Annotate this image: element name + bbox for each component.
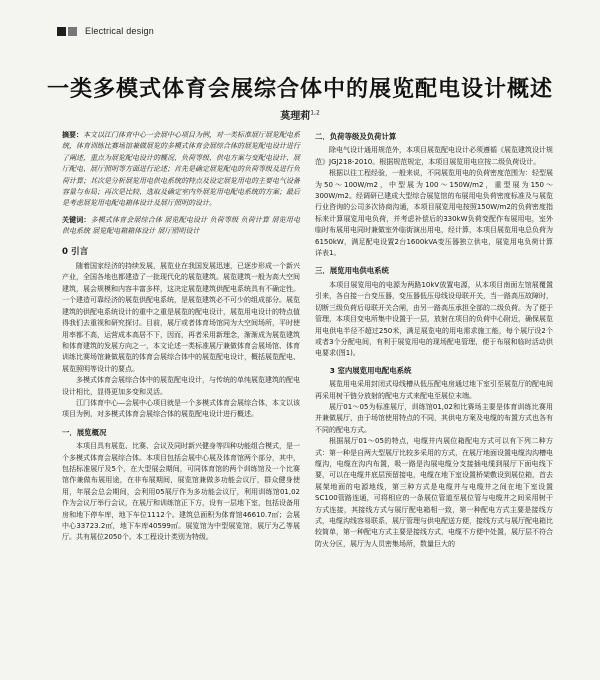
section-heading-load: 二．负荷等级及负荷计算 <box>315 132 397 141</box>
paragraph: 多模式体育会展综合体中的展览配电设计，与传统的单纯展览建筑的配电设计相比，显得更加多变和灵活。 <box>62 376 300 396</box>
paragraph: 根据以往工程经验，一般来说，不同展览用电的负荷密度范围为：轻型展为50～100W/m2，中型展为100～150W/m2，重型展为150～300W/m2。经调研已建成大型综合展览馆的布展用电负荷密度标准及与展览行业咨询的公司多次协商沟通，本项目展览用电按照150W/m2的负荷密度指标来计算展览用电负荷，并考虑补偿后的330kW负荷变配作布展用电，室外临时布展用电同时兼做室外临街演出用电，经计算，本项目展览用电总负荷为6150kW，满足配电设置2台1600kVA变压器独立供电，展览用电负荷计算详表1。 <box>315 169 553 258</box>
section-heading-overview: 一．展览概况 <box>62 427 107 437</box>
left-column <box>62 130 300 544</box>
section-heading-supply: 三．展览用电供电系统 <box>315 266 389 276</box>
paragraph: 本项目展览用电的电源为两路10kV放置电源，从本项目南面左馆展覆置引来，各自接一台变压器，变压器低压母线设母联开关，当一路高压故障时，切断三级负荷后母联开关合闸，由另一路高压承担全部的二级负荷。为了便于管理，本项目变电所集中设置于一层，放射在项目的负荷中心附近，确保展览用电供电半径不超过250米，满足展览电的用电需求施工能，每个展厅设2个或者3个分配电间，有利于展览用电的现场配电管理，便于布展和临时活动供电要求(图1)。 <box>315 280 553 358</box>
header-square-light-icon <box>68 27 77 36</box>
paragraph: 展厅01～05为标准展厅，训练馆01,02和比赛场主要是体育训练比赛用并兼做展厅，由于场馆使用特点的不同，其供电方案及电缆的布置方式也各有不同的配电方式。 <box>315 402 553 434</box>
header-square-icon <box>57 27 66 36</box>
paragraph: 江门体育中心—会展中心项目就是一个多模式体育会展综合体，本文以该项目为例，对多模式体育会展综合体的展览配电设计进行概述。 <box>62 398 300 419</box>
subsection-heading-indoor: 3 室内展览用电配电系统 <box>329 365 412 375</box>
paragraph: 随着国家经济的持续发展，展览业在我国发展迅速，已逐步形成一个新兴产业，全国各地也都建造了一批现代化的展览建筑。展览建筑一般为高大空间建筑，展会规模和内容丰富多样，这决定展览建筑供配电系统具有不确定性。一个建造可靠经济的展览供配电系统，是展览建筑必不可少的组成部分。展览建筑的供配电系统设计的重中之重是展览的配电设计，展览用电设计的特点值得我们去重视和研究探讨。目前，展厅或者体育场馆同为大空间场所，平时使用率都不高，运营成本高居不下，因而，再者采用新理念，渐渐成为展览建筑和体育建筑的发展方向之一，本文论述一类标准展厅兼做体育会展场馆、体育训练比赛场馆兼做展览的体育会展综合体中的展览配电设计，概括展览配电、展览照明等设计的要点。 <box>62 262 300 373</box>
section-heading-intro: 0 引言 <box>62 246 89 257</box>
page-header <box>57 25 154 37</box>
paragraph: 除电气设计通用规范外，本项目展览配电设计必须遵循《展览建筑设计规范》JGJ218-2010。根据规范规定，本项目展览用电应按二级负荷设计。 <box>315 146 553 166</box>
abstract-label: 摘要： <box>62 131 83 139</box>
abstract <box>62 130 300 210</box>
author-name: 莫理莉 <box>280 111 311 122</box>
keywords-text: 多模式体育会展综合体 展览配电设计 负荷等级 负荷计算 展览用电供电系统 展览配电箱箱体设计 展厅照明设计 <box>62 215 301 236</box>
right-column <box>315 131 553 550</box>
paragraph: 展览用电采用封闭式母线槽从低压配电房通过地下室引至展览厅的配电间再采用树干链分放射的配电方式来配电至展位末端。 <box>315 380 553 400</box>
header-label: Electrical design <box>85 26 154 36</box>
keywords <box>62 215 300 238</box>
paragraph: 本项目具有展览、比赛、会议及同时新兴健身等四种功能组合模式，是一个多模式体育会展综合体。本项目包括会展中心展及体育馆两个部分，其中，包括标准展厅及5个，在大型展会期间，可同体育馆的两个训练馆及一个比赛馆作兼做布展用途，在非布展期间，展览馆兼做多功能会议厅，群众健身使用，年展会总会期间，会利用05展厅作为多功能会议厅，利用训练馆01,02作为会议厅举行会议，在展厅和训练馆正下方，设有一层地下室，包括设备用房和地下停车库，地下车位1112个。建筑总面积为体育馆46610.7㎡；会展中心33723.2㎡，地下车库40599㎡。展览馆为中型展览馆，展厅为乙等展厅。共有展位2050个。本工程设计类别为特级。 <box>62 442 300 542</box>
article-title: 一类多模式体育会展综合体中的展览配电设计概述 <box>46 77 553 102</box>
abstract-text: 本文以江门体育中心一会展中心项目为例，对一类标准展厅展览配电系统，体育训练比赛场馆兼做展览的多模式体育会展综合体的展览配电设计进行了阐述，重点为展览配电设计的概况、负荷等级、供电方案与变配电设计、展厅配电、展厅照明等方面进行论述；首先是确定展览配电的负荷等级及进行负荷计算；其次是分析展览用电供电系统的特点及设定展览用电的主要电气设备容量与布局；再次是比较、选取及确定室内外展览用电配电系统的方案；最后是考虑展览用电配电箱体设计及展厅照明的设计。 <box>62 131 300 208</box>
keywords-label: 关键词： <box>62 215 91 224</box>
author-line <box>0 107 600 122</box>
author-affiliation: 1,2 <box>310 109 320 117</box>
paragraph: 根据展厅01～05的特点，电缆井内展位箱配电方式可以有下列二种方式：第一种是自两大型展厅比较多采用的方式，在展厅地面设置电缆沟沟槽电缆沟，电缆在沟内布置，吸一路是沟展电缆分支接插电缆到展厅下面电线下要，可以在电缆井底层预留接电，电缆在地下室设置桥架敷设到展位箱，首去展架地面的电源地线，第三种方式是电缆井与电缆井之间在地下室设置SC100管路连通，可将相应的一条展位管道至展位管与电缆井之间采用树干方式连接，其接线方式与展厅配电箱相一致，第一种配电方式主要是接线方式，电缆沟线容易联系，展厅管理与供电配送方便，接线方式与展厅配电箱比较简单，第一种配电方式主要是接线方式，电缆不方便中处置，展厅层不符合防火分区，展厅为人员密集场所，数量巨大的 <box>315 437 553 548</box>
